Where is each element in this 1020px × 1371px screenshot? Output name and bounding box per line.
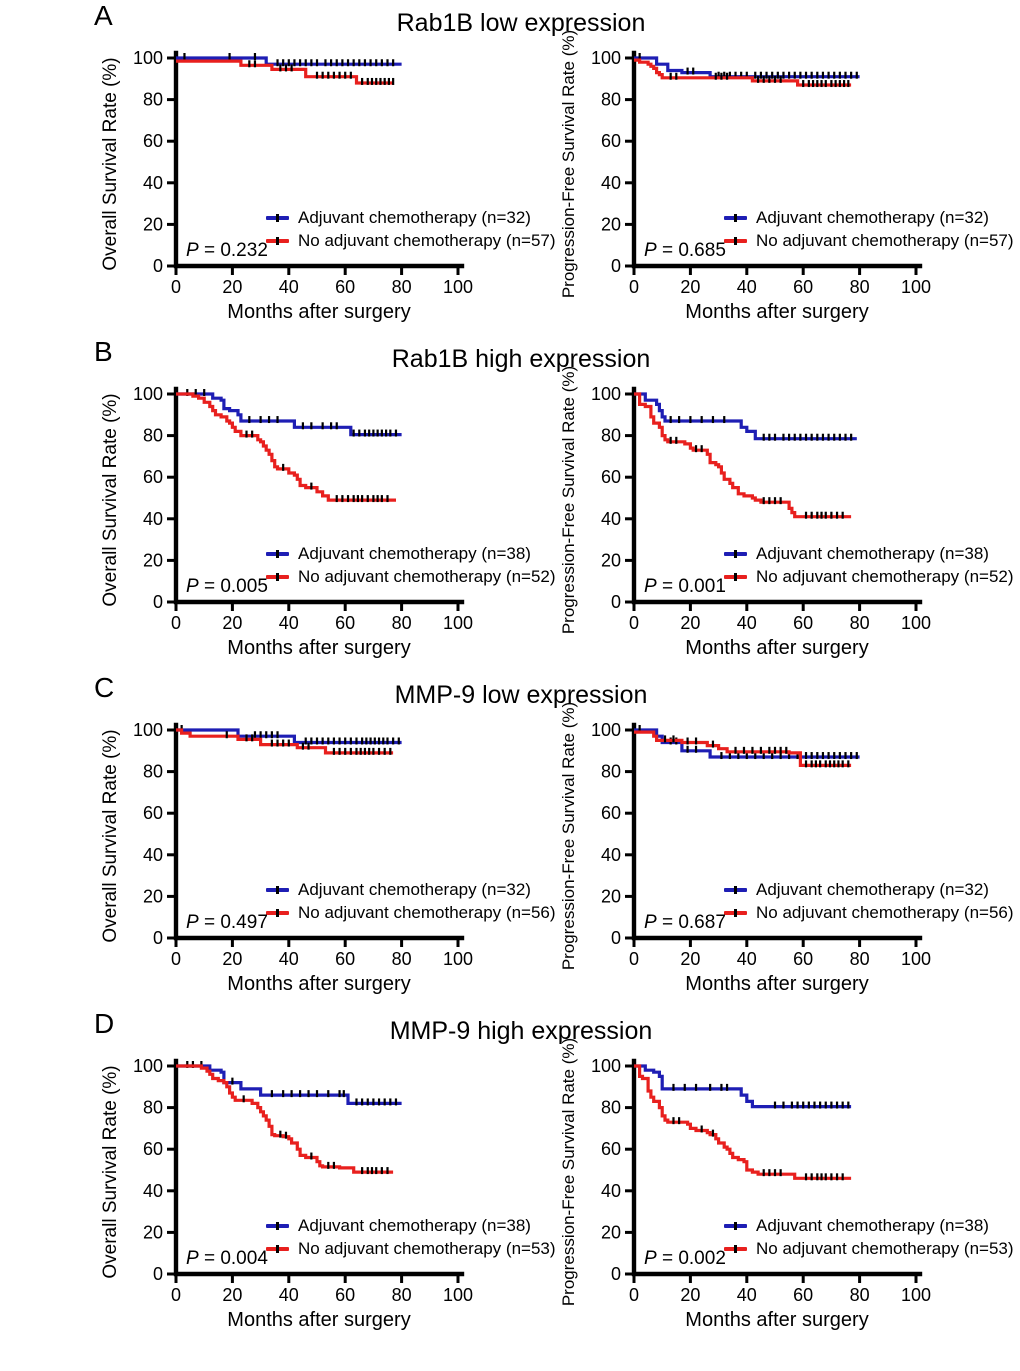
- x-tick-label: 40: [736, 949, 757, 969]
- y-tick-label: 100: [132, 1056, 163, 1076]
- y-tick-label: 20: [600, 550, 621, 571]
- panel-d-progression-free-survival: [554, 1037, 1014, 1331]
- x-axis-label: Months after surgery: [685, 1309, 869, 1331]
- legend-label: No adjuvant chemotherapy (n=53): [756, 1238, 1014, 1258]
- y-tick-label: 60: [142, 1139, 163, 1160]
- y-tick-label: 40: [600, 508, 621, 529]
- x-tick-label: 80: [391, 277, 412, 297]
- x-tick-label: 60: [335, 613, 356, 633]
- tick-labels: [591, 384, 931, 633]
- x-tick-label: 80: [391, 949, 412, 969]
- plot-area: [126, 720, 556, 995]
- legend-label: No adjuvant chemotherapy (n=56): [756, 902, 1014, 922]
- x-tick-label: 0: [170, 949, 182, 969]
- x-tick-label: 20: [680, 277, 701, 297]
- adjuvant-legend-marker: [266, 888, 289, 892]
- x-tick-label: 20: [222, 949, 243, 969]
- x-tick-label: 80: [391, 1285, 412, 1305]
- y-tick-label: 0: [152, 1264, 163, 1284]
- y-tick-label: 80: [600, 1097, 621, 1118]
- tick-labels: [591, 1056, 931, 1305]
- x-axis-label: Months after surgery: [227, 637, 411, 659]
- x-tick-label: 100: [442, 277, 474, 297]
- figure-section-a: [0, 0, 1020, 336]
- no-adjuvant-legend-marker: [266, 575, 289, 579]
- x-tick-label: 0: [628, 613, 640, 633]
- km-plot: [584, 48, 946, 298]
- y-tick-label: 60: [142, 131, 163, 152]
- x-tick-label: 0: [628, 1285, 640, 1305]
- y-tick-label: 100: [590, 384, 621, 404]
- y-tick-label: 20: [600, 886, 621, 907]
- y-tick-label: 0: [152, 592, 163, 612]
- censor-marks: [187, 389, 396, 437]
- p-value: P = 0.005: [186, 576, 268, 597]
- x-tick-label: 20: [680, 949, 701, 969]
- p-value: P = 0.687: [644, 912, 726, 933]
- plot-area: [584, 48, 1014, 323]
- legend-row-adjuvant: [266, 1214, 556, 1237]
- section-c-header: [0, 672, 1020, 712]
- legend-label: No adjuvant chemotherapy (n=52): [756, 566, 1014, 586]
- x-axis-label: Months after surgery: [685, 973, 869, 995]
- y-tick-label: 80: [142, 1097, 163, 1118]
- y-tick-label: 40: [142, 508, 163, 529]
- y-tick-label: 20: [600, 214, 621, 235]
- km-step-curve: [634, 1066, 851, 1107]
- panel-c-overall-survival: [96, 720, 556, 995]
- y-tick-label: 60: [600, 1139, 621, 1160]
- x-tick-label: 40: [736, 277, 757, 297]
- section-title: MMP-9 high expression: [389, 1017, 653, 1045]
- x-tick-label: 20: [680, 613, 701, 633]
- panel-b-progression-free-survival: [554, 365, 1014, 659]
- legend-label: Adjuvant chemotherapy (n=32): [298, 879, 531, 899]
- no-adjuvant-legend-marker: [266, 1247, 289, 1251]
- legend-label: Adjuvant chemotherapy (n=38): [298, 543, 531, 563]
- no-adjuvant-legend-marker: [266, 911, 289, 915]
- y-tick-label: 20: [142, 1222, 163, 1243]
- y-tick-label: 100: [132, 720, 163, 740]
- panel-a-progression-free-survival: [554, 29, 1014, 323]
- km-plot: [584, 384, 946, 634]
- legend-label: Adjuvant chemotherapy (n=38): [756, 1215, 989, 1235]
- y-tick-label: 0: [610, 592, 621, 612]
- panel-b-overall-survival: [96, 384, 556, 659]
- no-adjuvant-legend-marker: [724, 239, 747, 243]
- x-tick-label: 40: [736, 613, 757, 633]
- panel-a-overall-survival: [96, 48, 556, 323]
- legend-row-no-adjuvant: [724, 1237, 1014, 1260]
- y-tick-label: 100: [132, 384, 163, 404]
- y-tick-label: 40: [142, 172, 163, 193]
- y-tick-label: 80: [142, 425, 163, 446]
- tick-labels: [133, 720, 473, 969]
- legend: [266, 542, 556, 588]
- y-tick-label: 40: [600, 844, 621, 865]
- legend-row-adjuvant: [724, 542, 1014, 565]
- no-adjuvant-legend-marker: [724, 575, 747, 579]
- x-tick-label: 80: [849, 1285, 870, 1305]
- y-axis-label: Overall Survival Rate (%): [100, 57, 121, 271]
- legend-row-no-adjuvant: [266, 229, 556, 252]
- adjuvant-legend-marker: [266, 1224, 289, 1228]
- legend-label: No adjuvant chemotherapy (n=52): [298, 566, 556, 586]
- km-plot: [584, 1056, 946, 1306]
- censor-marks: [640, 53, 857, 79]
- y-tick-label: 0: [610, 1264, 621, 1284]
- km-plot: [126, 1056, 488, 1306]
- p-value: P = 0.004: [186, 1248, 268, 1269]
- y-tick-label: 60: [600, 131, 621, 152]
- section-title: Rab1B low expression: [396, 9, 646, 37]
- tick-labels: [591, 48, 931, 297]
- y-axis-label: Overall Survival Rate (%): [100, 393, 121, 607]
- legend: [724, 1214, 1014, 1260]
- adjuvant-legend-marker: [266, 216, 289, 220]
- y-axis-label: Progression-Free Survival Rate (%): [559, 1037, 578, 1307]
- km-step-curve: [176, 394, 396, 500]
- km-plot: [584, 720, 946, 970]
- y-axis-label: Progression-Free Survival Rate (%): [559, 701, 578, 971]
- x-tick-label: 60: [335, 1285, 356, 1305]
- p-value: P = 0.685: [644, 240, 726, 261]
- x-tick-label: 60: [793, 949, 814, 969]
- legend-row-adjuvant: [266, 206, 556, 229]
- x-tick-label: 20: [222, 277, 243, 297]
- legend: [724, 206, 1014, 252]
- adjuvant-legend-marker: [266, 552, 289, 556]
- p-value: P = 0.002: [644, 1248, 726, 1269]
- panel-d-overall-survival: [96, 1056, 556, 1331]
- y-tick-label: 80: [600, 89, 621, 110]
- y-tick-label: 20: [142, 214, 163, 235]
- plot-area: [584, 1056, 1014, 1331]
- km-plot: [126, 384, 488, 634]
- legend-label: No adjuvant chemotherapy (n=53): [298, 1238, 556, 1258]
- x-tick-label: 20: [222, 613, 243, 633]
- legend-label: Adjuvant chemotherapy (n=32): [756, 879, 989, 899]
- section-a-panels: [96, 29, 1020, 323]
- legend-row-adjuvant: [266, 878, 556, 901]
- tick-labels: [133, 1056, 473, 1305]
- p-value: P = 0.001: [644, 576, 726, 597]
- x-axis-label: Months after surgery: [685, 637, 869, 659]
- section-d-header: [0, 1008, 1020, 1048]
- x-tick-label: 100: [900, 277, 932, 297]
- km-step-curve: [634, 732, 851, 765]
- y-tick-label: 20: [142, 886, 163, 907]
- x-tick-label: 40: [278, 277, 299, 297]
- km-step-curve: [176, 394, 402, 435]
- x-tick-label: 40: [278, 613, 299, 633]
- section-label: C: [94, 672, 115, 703]
- legend: [266, 206, 556, 252]
- censor-marks: [671, 437, 843, 519]
- km-step-curve: [634, 394, 851, 517]
- y-tick-label: 0: [152, 928, 163, 948]
- y-tick-label: 100: [590, 720, 621, 740]
- censor-marks: [187, 1061, 396, 1105]
- legend-row-no-adjuvant: [724, 565, 1014, 588]
- x-tick-label: 60: [335, 277, 356, 297]
- y-axis-label: Progression-Free Survival Rate (%): [559, 29, 578, 299]
- y-tick-label: 40: [600, 1180, 621, 1201]
- section-d-panels: [96, 1037, 1020, 1331]
- x-tick-label: 0: [628, 277, 640, 297]
- no-adjuvant-legend-marker: [266, 239, 289, 243]
- y-tick-label: 60: [142, 803, 163, 824]
- x-tick-label: 60: [793, 277, 814, 297]
- y-axis-label: Overall Survival Rate (%): [100, 1065, 121, 1279]
- y-tick-label: 40: [142, 844, 163, 865]
- plot-area: [584, 720, 1014, 995]
- y-tick-label: 80: [600, 761, 621, 782]
- legend-label: Adjuvant chemotherapy (n=32): [298, 207, 531, 227]
- figure-section-c: [0, 672, 1020, 1008]
- legend: [724, 542, 1014, 588]
- x-tick-label: 80: [849, 277, 870, 297]
- x-tick-label: 100: [442, 1285, 474, 1305]
- p-value: P = 0.497: [186, 912, 268, 933]
- y-tick-label: 100: [590, 1056, 621, 1076]
- x-tick-label: 40: [278, 1285, 299, 1305]
- section-a-header: [0, 0, 1020, 40]
- no-adjuvant-legend-marker: [724, 1247, 747, 1251]
- x-tick-label: 40: [736, 1285, 757, 1305]
- y-tick-label: 0: [610, 256, 621, 276]
- plot-area: [584, 384, 1014, 659]
- x-tick-label: 100: [900, 613, 932, 633]
- adjuvant-legend-marker: [724, 216, 747, 220]
- x-tick-label: 100: [900, 1285, 932, 1305]
- no-adjuvant-legend-marker: [724, 911, 747, 915]
- y-tick-label: 60: [600, 467, 621, 488]
- y-axis-label: Progression-Free Survival Rate (%): [559, 365, 578, 635]
- y-axis-label: Overall Survival Rate (%): [100, 729, 121, 943]
- legend-row-no-adjuvant: [266, 901, 556, 924]
- y-tick-label: 60: [600, 803, 621, 824]
- section-b-header: [0, 336, 1020, 376]
- adjuvant-legend-marker: [724, 1224, 747, 1228]
- y-tick-label: 100: [132, 48, 163, 68]
- legend-row-adjuvant: [266, 542, 556, 565]
- y-tick-label: 0: [610, 928, 621, 948]
- legend-row-adjuvant: [724, 1214, 1014, 1237]
- adjuvant-legend-marker: [724, 552, 747, 556]
- legend-label: No adjuvant chemotherapy (n=56): [298, 902, 556, 922]
- x-axis-label: Months after surgery: [227, 973, 411, 995]
- tick-labels: [133, 48, 473, 297]
- section-b-panels: [96, 365, 1020, 659]
- legend-row-no-adjuvant: [266, 565, 556, 588]
- legend-label: No adjuvant chemotherapy (n=57): [756, 230, 1014, 250]
- y-tick-label: 40: [600, 172, 621, 193]
- y-tick-label: 80: [142, 761, 163, 782]
- legend: [724, 878, 1014, 924]
- y-tick-label: 80: [600, 425, 621, 446]
- x-tick-label: 20: [222, 1285, 243, 1305]
- x-tick-label: 100: [900, 949, 932, 969]
- legend-row-no-adjuvant: [266, 1237, 556, 1260]
- x-tick-label: 60: [335, 949, 356, 969]
- adjuvant-legend-marker: [724, 888, 747, 892]
- legend-label: Adjuvant chemotherapy (n=38): [298, 1215, 531, 1235]
- y-tick-label: 100: [590, 48, 621, 68]
- x-tick-label: 0: [170, 613, 182, 633]
- x-tick-label: 60: [793, 613, 814, 633]
- km-step-curve: [634, 394, 857, 439]
- y-tick-label: 40: [142, 1180, 163, 1201]
- x-tick-label: 0: [628, 949, 640, 969]
- x-tick-label: 80: [391, 613, 412, 633]
- x-tick-label: 60: [793, 1285, 814, 1305]
- y-tick-label: 80: [142, 89, 163, 110]
- km-step-curve: [634, 1066, 851, 1178]
- y-tick-label: 20: [142, 550, 163, 571]
- section-title: MMP-9 low expression: [394, 681, 648, 709]
- legend-label: No adjuvant chemotherapy (n=57): [298, 230, 556, 250]
- p-value: P = 0.232: [186, 240, 268, 261]
- km-plot: [126, 48, 488, 298]
- plot-area: [126, 384, 556, 659]
- tick-labels: [133, 384, 473, 633]
- km-plot: [126, 720, 488, 970]
- figure-section-b: [0, 336, 1020, 672]
- x-tick-label: 100: [442, 949, 474, 969]
- x-tick-label: 100: [442, 613, 474, 633]
- x-tick-label: 80: [849, 613, 870, 633]
- y-tick-label: 20: [600, 1222, 621, 1243]
- legend-row-no-adjuvant: [724, 901, 1014, 924]
- legend-row-adjuvant: [724, 878, 1014, 901]
- legend: [266, 1214, 556, 1260]
- x-tick-label: 80: [849, 949, 870, 969]
- legend-label: Adjuvant chemotherapy (n=38): [756, 543, 989, 563]
- x-axis-label: Months after surgery: [227, 301, 411, 323]
- x-tick-label: 40: [278, 949, 299, 969]
- legend: [266, 878, 556, 924]
- section-title: Rab1B high expression: [391, 345, 651, 373]
- section-label: A: [94, 0, 113, 31]
- section-c-panels: [96, 701, 1020, 995]
- km-step-curve: [176, 1066, 393, 1172]
- legend-row-adjuvant: [724, 206, 1014, 229]
- x-axis-label: Months after surgery: [227, 1309, 411, 1331]
- y-tick-label: 60: [142, 467, 163, 488]
- legend-row-no-adjuvant: [724, 229, 1014, 252]
- x-tick-label: 20: [680, 1285, 701, 1305]
- plot-area: [126, 48, 556, 323]
- x-tick-label: 0: [170, 277, 182, 297]
- y-tick-label: 0: [152, 256, 163, 276]
- figure-section-d: [0, 1008, 1020, 1344]
- x-axis-label: Months after surgery: [685, 301, 869, 323]
- x-tick-label: 0: [170, 1285, 182, 1305]
- panel-c-progression-free-survival: [554, 701, 1014, 995]
- section-label: B: [94, 336, 113, 367]
- legend-label: Adjuvant chemotherapy (n=32): [756, 207, 989, 227]
- plot-area: [126, 1056, 556, 1331]
- section-label: D: [94, 1008, 115, 1039]
